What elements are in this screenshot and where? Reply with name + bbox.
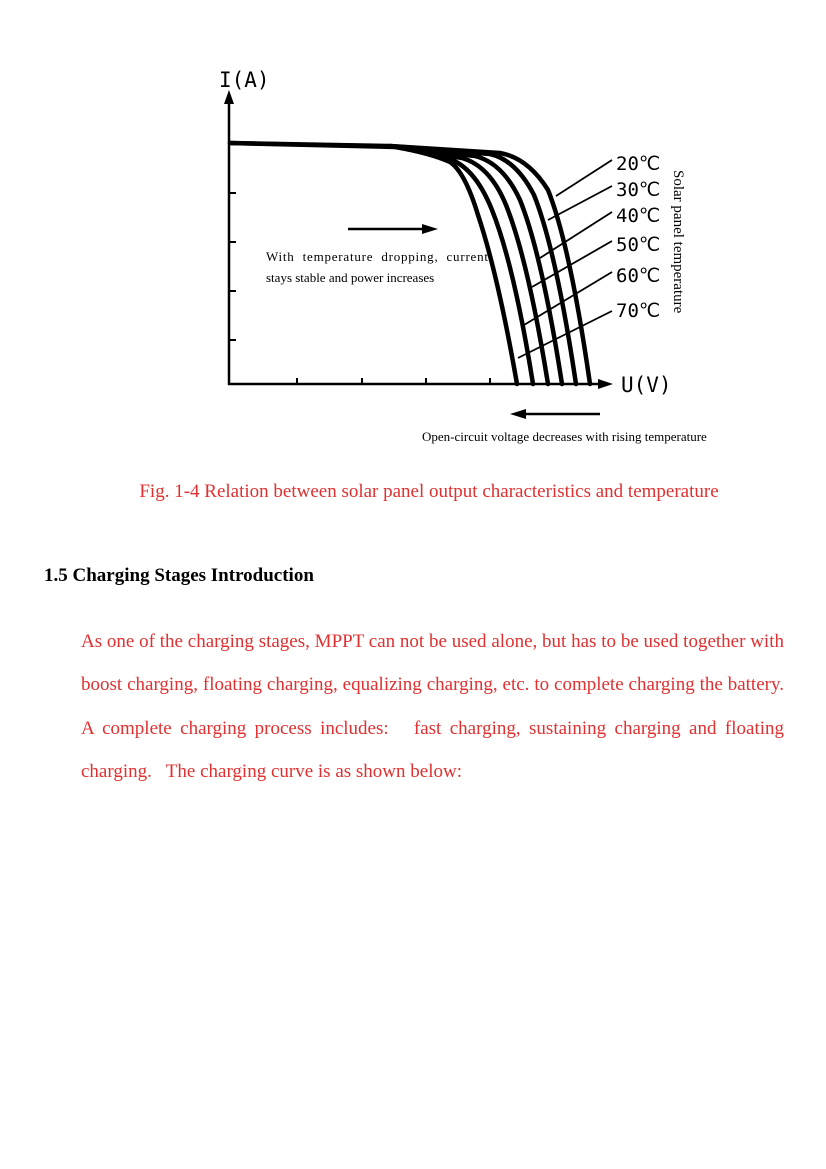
- section-heading: 1.5 Charging Stages Introduction: [44, 565, 314, 586]
- y-axis-label: I(A): [219, 68, 270, 92]
- left-arrow-head: [510, 409, 526, 419]
- bottom-annotation: Open-circuit voltage decreases with rising temperature: [422, 429, 707, 444]
- x-axis-arrowhead: [598, 379, 613, 389]
- right-arrow-head: [422, 224, 438, 234]
- iv-temperature-figure: [0, 0, 826, 460]
- curve-30c: [390, 146, 576, 384]
- body-paragraph: As one of the charging stages, MPPT can not be used alone, but has to be used together with boost charging, floating charging, equalizing charging, etc. to complete charging the battery. A complete charging process includes: fast charging, sustaining charging and floating charging. The charging curve is as shown below:: [81, 631, 789, 782]
- side-label: Solar panel temperature: [670, 170, 686, 314]
- x-axis-label: U(V): [621, 373, 672, 397]
- temp-label-40c: 40℃: [616, 205, 661, 227]
- figure-caption-text: Fig. 1-4 Relation between solar panel output characteristics and temperature: [139, 481, 719, 502]
- temp-label-60c: 60℃: [616, 265, 661, 287]
- temp-label-30c: 30℃: [616, 179, 661, 201]
- annotation-line-1: With temperature dropping, current: [266, 249, 488, 264]
- curve-40c: [410, 149, 562, 384]
- temp-label-70c: 70℃: [616, 300, 661, 322]
- curve-60c: [425, 153, 533, 384]
- temp-label-50c: 50℃: [616, 234, 661, 256]
- y-axis-arrowhead: [224, 90, 234, 104]
- figure-caption: [0, 480, 826, 504]
- annotation-line-2: stays stable and power increases: [266, 270, 435, 285]
- leader-30c: [548, 186, 612, 220]
- temp-label-20c: 20℃: [616, 153, 661, 175]
